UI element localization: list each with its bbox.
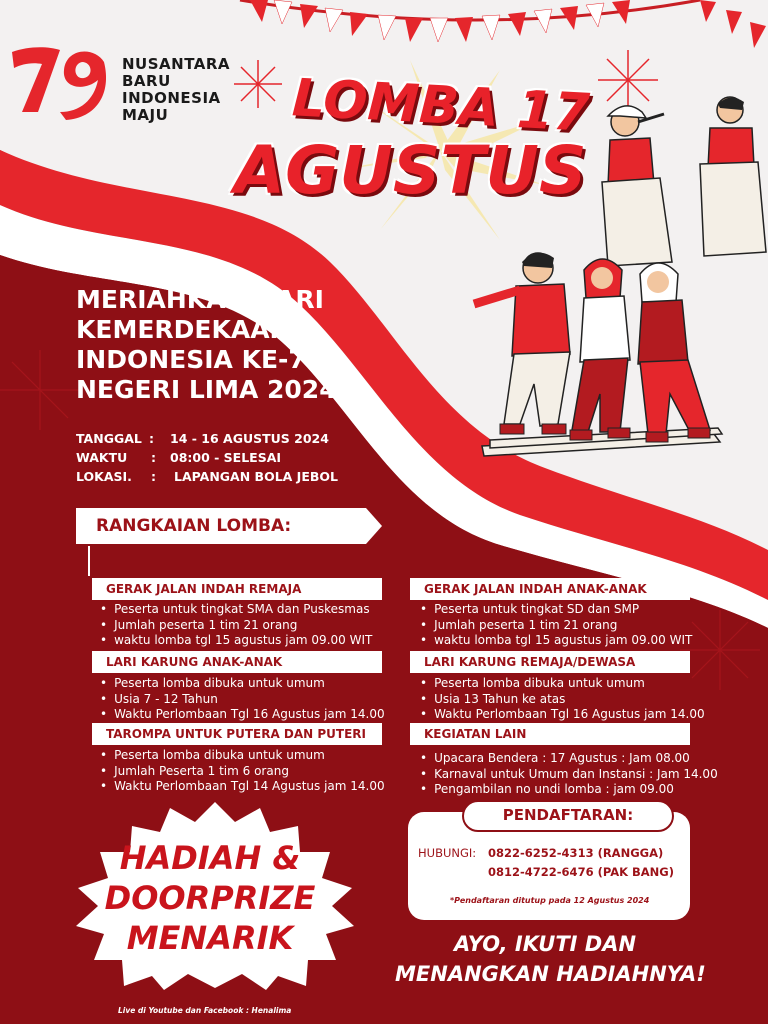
detail-item: • Upacara Bendera : 17 Agustus : Jam 08.00 <box>420 751 718 767</box>
lomba-title: GERAK JALAN INDAH ANAK-ANAK <box>410 578 690 600</box>
logo-line: INDONESIA <box>122 89 221 107</box>
lomba-title: KEGIATAN LAIN <box>410 723 690 745</box>
logo-line: NUSANTARA <box>122 55 231 73</box>
detail-item: • Usia 13 Tahun ke atas <box>420 692 705 708</box>
lomba-details <box>100 676 385 723</box>
lomba-details <box>100 602 372 649</box>
info-label: WAKTU <box>76 450 128 465</box>
lomba-details <box>420 602 692 649</box>
detail-item: • Waktu Perlombaan Tgl 16 Agustus jam 14.00 <box>420 707 705 723</box>
registration-note: *Pendaftaran ditutup pada 12 Agustus 2024 <box>450 896 650 905</box>
headline-line: INDONESIA KE-79 <box>76 345 324 374</box>
contact-phone[interactable]: 0822-6252-4313 (RANGGA) <box>488 846 664 860</box>
registration-title: PENDAFTARAN: <box>502 806 634 824</box>
info-colon: : <box>149 431 154 446</box>
logo-line: MAJU <box>122 106 169 124</box>
prize-line: MENARIK <box>126 919 294 957</box>
info-value: LAPANGAN BOLA JEBOL <box>174 469 338 484</box>
logo-79-icon <box>8 42 116 122</box>
contact-phone[interactable]: 0812-4722-6476 (PAK BANG) <box>488 865 674 879</box>
detail-item: • Waktu Perlombaan Tgl 16 Agustus jam 14.00 <box>100 707 385 723</box>
prize-text <box>90 838 330 958</box>
detail-item: • Jumlah peserta 1 tim 21 orang <box>100 618 372 634</box>
contact-label: HUBUNGI: <box>418 846 477 860</box>
info-colon: : <box>151 450 156 465</box>
headline-line: KEMERDEKAAN <box>76 315 291 344</box>
detail-item: • Pengambilan no undi lomba : jam 09.00 <box>420 782 718 798</box>
rangkaian-title: RANGKAIAN LOMBA: <box>96 516 292 536</box>
lomba-title: LARI KARUNG ANAK-ANAK <box>92 651 382 673</box>
detail-item: • Peserta lomba dibuka untuk umum <box>420 676 705 692</box>
lomba-title: LARI KARUNG REMAJA/DEWASA <box>410 651 690 673</box>
info-value: 08:00 - SELESAI <box>170 450 282 465</box>
live-stream-note: Live di Youtube dan Facebook : Henalima <box>118 1006 292 1015</box>
title-line-1: LOMBA 17 <box>290 68 591 144</box>
lomba-details <box>420 676 705 723</box>
headline-line: MERIAHKAN HARI <box>76 285 324 314</box>
detail-item: • Peserta lomba dibuka untuk umum <box>100 676 385 692</box>
detail-item: • Karnaval untuk Umum dan Instansi : Jam 14.00 <box>420 767 718 783</box>
detail-item: • Usia 7 - 12 Tahun <box>100 692 385 708</box>
divider <box>88 546 90 576</box>
cta-line: AYO, IKUTI DAN <box>453 932 637 956</box>
lomba-details <box>420 751 718 798</box>
info-label: TANGGAL <box>76 431 142 446</box>
detail-item: • Peserta untuk tingkat SD dan SMP <box>420 602 692 618</box>
info-label: LOKASI. <box>76 469 132 484</box>
prize-line: DOORPRIZE <box>104 879 316 917</box>
logo-tagline <box>122 56 230 124</box>
info-colon: : <box>151 469 156 484</box>
detail-item: • Jumlah Peserta 1 tim 6 orang <box>100 764 385 780</box>
detail-item: • waktu lomba tgl 15 agustus jam 09.00 WIT <box>100 633 372 649</box>
title-line-2: AGUSTUS <box>234 132 587 209</box>
headline-line: NEGERI LIMA 2024 <box>76 375 337 404</box>
detail-item: • Peserta lomba dibuka untuk umum <box>100 748 385 764</box>
logo-line: BARU <box>122 72 171 90</box>
lomba-details <box>100 748 385 795</box>
detail-item: • Jumlah peserta 1 tim 21 orang <box>420 618 692 634</box>
tarompa-race-illustration <box>460 244 760 464</box>
info-value: 14 - 16 AGUSTUS 2024 <box>170 431 329 446</box>
lomba-title: GERAK JALAN INDAH REMAJA <box>92 578 382 600</box>
detail-item: • Peserta untuk tingkat SMA dan Puskesmas <box>100 602 372 618</box>
prize-line: HADIAH & <box>119 839 301 877</box>
cta-line: MENANGKAN HADIAHNYA! <box>395 962 706 986</box>
event-headline <box>76 285 337 405</box>
detail-item: • waktu lomba tgl 15 agustus jam 09.00 WIT <box>420 633 692 649</box>
detail-item: • Waktu Perlombaan Tgl 14 Agustus jam 14.00 <box>100 779 385 795</box>
lomba-title: TAROMPA UNTUK PUTERA DAN PUTERI <box>92 723 382 745</box>
